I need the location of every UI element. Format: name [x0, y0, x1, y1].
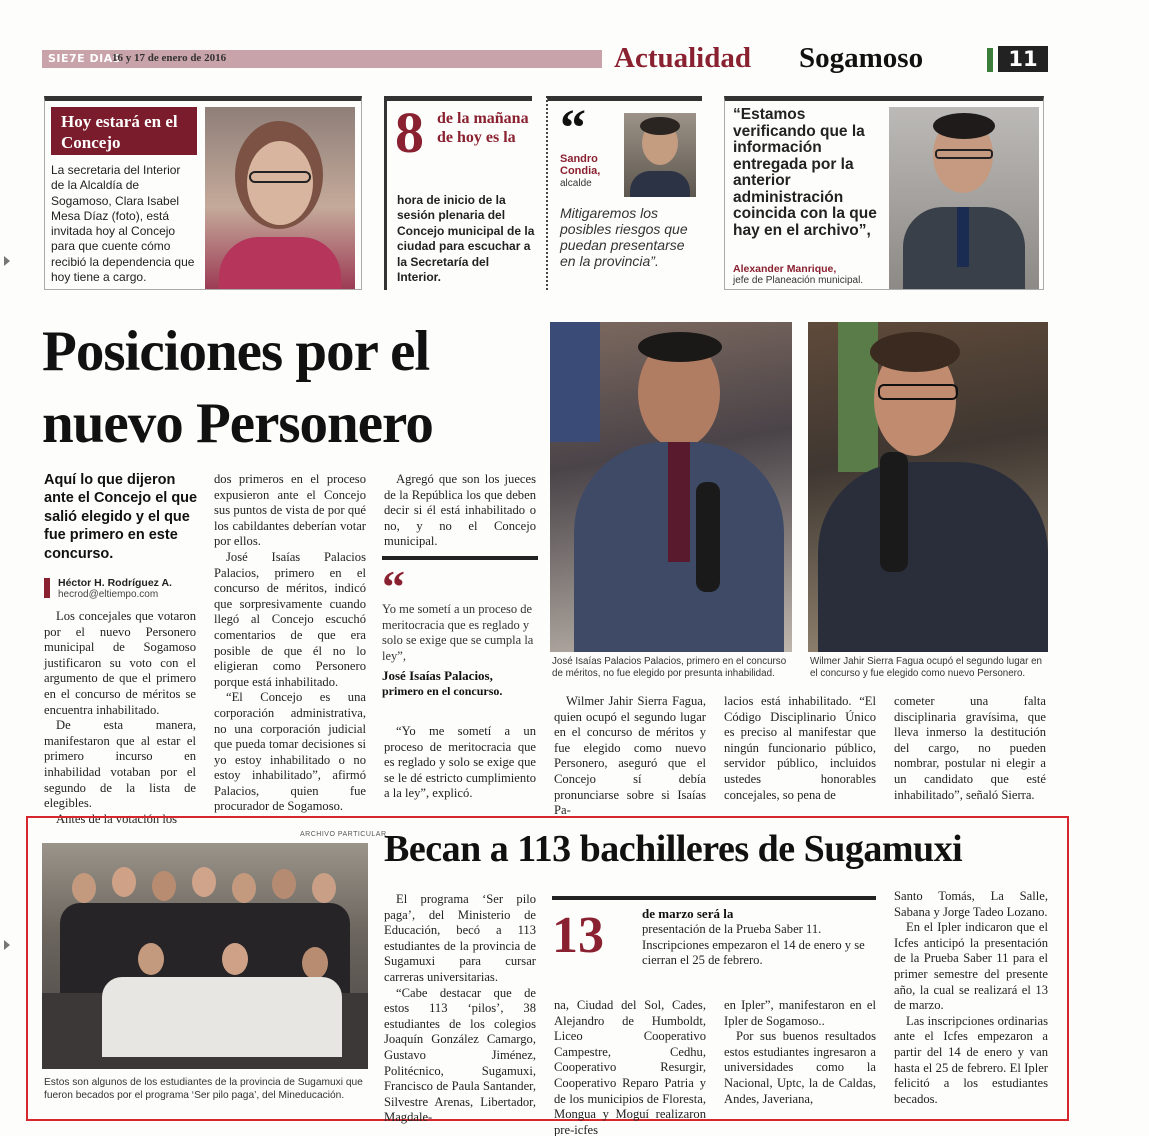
paragraph: Antes de la votación los [56, 811, 178, 826]
teaser-box-planeacion [724, 96, 1044, 290]
author-email: hecrod@eltiempo.com [58, 589, 159, 600]
pull-quote-mark: “ [382, 561, 405, 612]
page-header [42, 42, 1050, 74]
main-col-4 [554, 694, 706, 819]
palacios-photo [550, 322, 792, 652]
paragraph: en Ipler”, manifestaron en el Ipler de Sogamoso.. [724, 998, 876, 1028]
clara-mesa-photo [205, 107, 355, 289]
teaser-box-concejo [44, 96, 362, 290]
second-col-2 [554, 998, 706, 1136]
pull-quote-name: José Isaías Palacios, [382, 668, 493, 683]
sierra-photo [808, 322, 1048, 652]
mayor-name: Sandro Condia, [560, 153, 601, 177]
planeacion-role: jefe de Planeación municipal. [733, 275, 864, 286]
paragraph: José Isaías Palacios Palacios, primero en el concurso de méritos, indicó que sorpresivamente cuando llegó al Concejo escuchó comentarios de que era posible de que él no lo eligieran como Personero porque está inhabilitado. [214, 549, 366, 689]
pull-quote-role: primero en el concurso. [382, 684, 503, 698]
hour-text: hora de inicio de la sesión plenaria del Concejo municipal de la ciudad para escuchar a la Secretaría del Interior. [397, 193, 535, 285]
main-subhead: Aquí lo que dijeron ante el Concejo el que salió elegido y el que fue primero en este concurso. [44, 472, 198, 562]
planeacion-quote: “Estamos verificando que la información entregada por la anterior administración coincida con la que hay en el archivo”, [733, 106, 877, 239]
paragraph: En el Ipler indicaron que el Icfes anticipó la presentación de la Prueba Saber 11 para el primer semestre del presente año, la cual se realizará el 13 de marzo. [894, 920, 1048, 1013]
teaser-heading: Hoy estará en el Concejo [61, 112, 178, 152]
paragraph: De esta manera, manifestaron que al estar el primero incurso en inhabilidad votaban por el segundo de la lista de elegibles. [44, 718, 196, 811]
fact-lead: de marzo será la [642, 906, 734, 921]
section-title-actualidad: Actualidad [614, 42, 751, 74]
paragraph: na, Ciudad del Sol, Cades, Alejandro de Humboldt, Liceo Cooperativo Campestre, Cedhu, Cooperativo Resurgir, Cooperativo Reparo Patria y de los municipios de Floresta, Mongua y Moguí realizaron pre-icfes [554, 998, 706, 1136]
main-col-2 [214, 472, 366, 815]
paragraph: Por sus buenos resultados estos estudiantes ingresaron a universidades como la Nacional, Uptc, la de Caldas, Andes, Javeriana, [724, 1029, 876, 1106]
paragraph: El programa ‘Ser pilo paga’, del Ministerio de Educación, becó a 113 estudiantes de la provincia de Sugamuxi para cursar carreras universitarias. [384, 892, 536, 984]
paragraph: Santo Tomás, La Salle, Sabana y Jorge Tadeo Lozano. [894, 889, 1048, 919]
paragraph: lacios está inhabilitado. “El Código Disciplinario Único es preciso al manifestar que ningún funcionario público, servidor público, incluidos ustedes honorables concejales, so pena de [724, 694, 876, 802]
hour-lead: de la mañana de hoy es la [437, 110, 529, 146]
page-number: 11 [998, 46, 1048, 72]
sandro-condia-photo [624, 113, 696, 197]
hour-number: 8 [395, 100, 424, 165]
alexander-manrique-photo [889, 107, 1039, 289]
paragraph: “El Concejo es una corporación administrativa, no una corporación judicial que pueda tomar decisiones si yo estoy inhabilitado o no estoy inhabilitado”, afirmó Palacios, quien fue procurador de Sogamoso. [214, 690, 366, 814]
main-col-5 [724, 694, 876, 803]
paragraph: Las inscripciones ordinarias ante el Icfes empezaron a partir del 14 de enero y van hasta el 25 de febrero. El Ipler felicitó a los estudiantes becados. [894, 1013, 1048, 1106]
teaser-box-mayor [546, 96, 702, 290]
mayor-role: alcalde [560, 178, 592, 189]
teaser-box-hour [384, 96, 535, 290]
section-tag: SIE7E DIAS [48, 52, 122, 65]
pull-quote-text: Yo me sometí a un proceso de meritocracia que es reglado y solo se exige que se cumpla la ley”, [382, 602, 534, 663]
second-col-3 [724, 998, 876, 1107]
fact-number: 13 [552, 907, 604, 964]
second-col-4 [894, 889, 1048, 1107]
main-col-6 [894, 694, 1046, 803]
paragraph: Wilmer Jahir Sierra Fagua, quien ocupó el segundo lugar en el concurso de méritos y fue elegido como nuevo Personero, aseguró que el Concejo sí debía pronunciarse sobre si Isaías Pa- [554, 694, 706, 818]
pull-quote [382, 556, 538, 700]
sierra-caption: Wilmer Jahir Sierra Fagua ocupó el segundo lugar en el concurso y fue elegido como nuevo Personero. [810, 656, 1042, 680]
students-photo [42, 843, 368, 1069]
main-col-1 [44, 609, 196, 827]
main-col-3-top [384, 472, 536, 550]
quote-mark-mayor: “ [560, 100, 586, 157]
paragraph: cometer una falta disciplinaria gravísima, que lleva inmerso la destitución del cargo, no pueden nombrar, postular ni elegir a un candidato que esté inhabilitado”, señaló Sierra. [894, 694, 1046, 802]
section-title-sogamoso: Sogamoso [799, 42, 924, 74]
students-caption: Estos son algunos de los estudiantes de la provincia de Sugamuxi que fueron becados por el programa ‘Ser pilo paga’, del Mineducación. [44, 1077, 363, 1101]
fact-box [552, 896, 876, 984]
planeacion-name: Alexander Manrique, [733, 263, 837, 275]
author-name: Héctor H. Rodríguez A. [58, 577, 172, 589]
paragraph: Agregó que son los jueces de la República los que deben decir si él está inhabilitado o no, y no el Concejo municipal. [384, 472, 536, 549]
palacios-caption: José Isaías Palacios Palacios, primero en el concurso de méritos, no fue elegido por presunta inhabilidad. [552, 656, 787, 680]
photo-credit: ARCHIVO PARTICULAR [300, 831, 387, 838]
fact-text: presentación de la Prueba Saber 11. Inscripciones empezaron el 14 de enero y se cierran el 25 de febrero. [642, 922, 865, 968]
main-headline: Posiciones por el nuevo Personero [42, 320, 433, 455]
mayor-quote: Mitigaremos los posibles riesgos que puedan presentarse en la provincia”. [560, 205, 688, 269]
second-headline: Becan a 113 bachilleres de Sugamuxi [384, 828, 963, 870]
paragraph: “Yo me sometí a un proceso de meritocracia que es reglado y solo se exige que se le dé estricto cumplimiento a la ley”, explicó. [384, 724, 536, 801]
author-marker [44, 578, 50, 598]
green-marker [987, 48, 993, 72]
edge-marker [4, 256, 10, 266]
paragraph: “Cabe destacar que de estos 113 ‘pilos’, 38 estudiantes de los colegios Joaquín González Camargo, Gustavo Jiménez, Politécnico, Sugamuxi, Francisco de Paula Santander, Silvestre Arenas, Libertador, Magdale- [384, 985, 536, 1125]
main-col-3-bottom [384, 724, 536, 802]
paragraph: Los concejales que votaron por el nuevo Personero municipal de Sogamoso justificaron su voto con el argumento de que el primero en el concurso de méritos se encuentra inhabilitado. [44, 609, 196, 717]
teaser-text: La secretaria del Interior de la Alcaldía de Sogamoso, Clara Isabel Mesa Díaz (foto), está invitada hoy al Concejo para que cuente cómo recibió la dependencia que hoy tiene a cargo. [51, 163, 195, 285]
issue-date: 16 y 17 de enero de 2016 [112, 52, 227, 64]
second-col-1 [384, 892, 536, 1126]
edge-marker [4, 940, 10, 950]
paragraph: dos primeros en el proceso expusieron ante el Concejo sus puntos de vista de por qué los cabildantes deberían votar por ellos. [214, 472, 366, 549]
